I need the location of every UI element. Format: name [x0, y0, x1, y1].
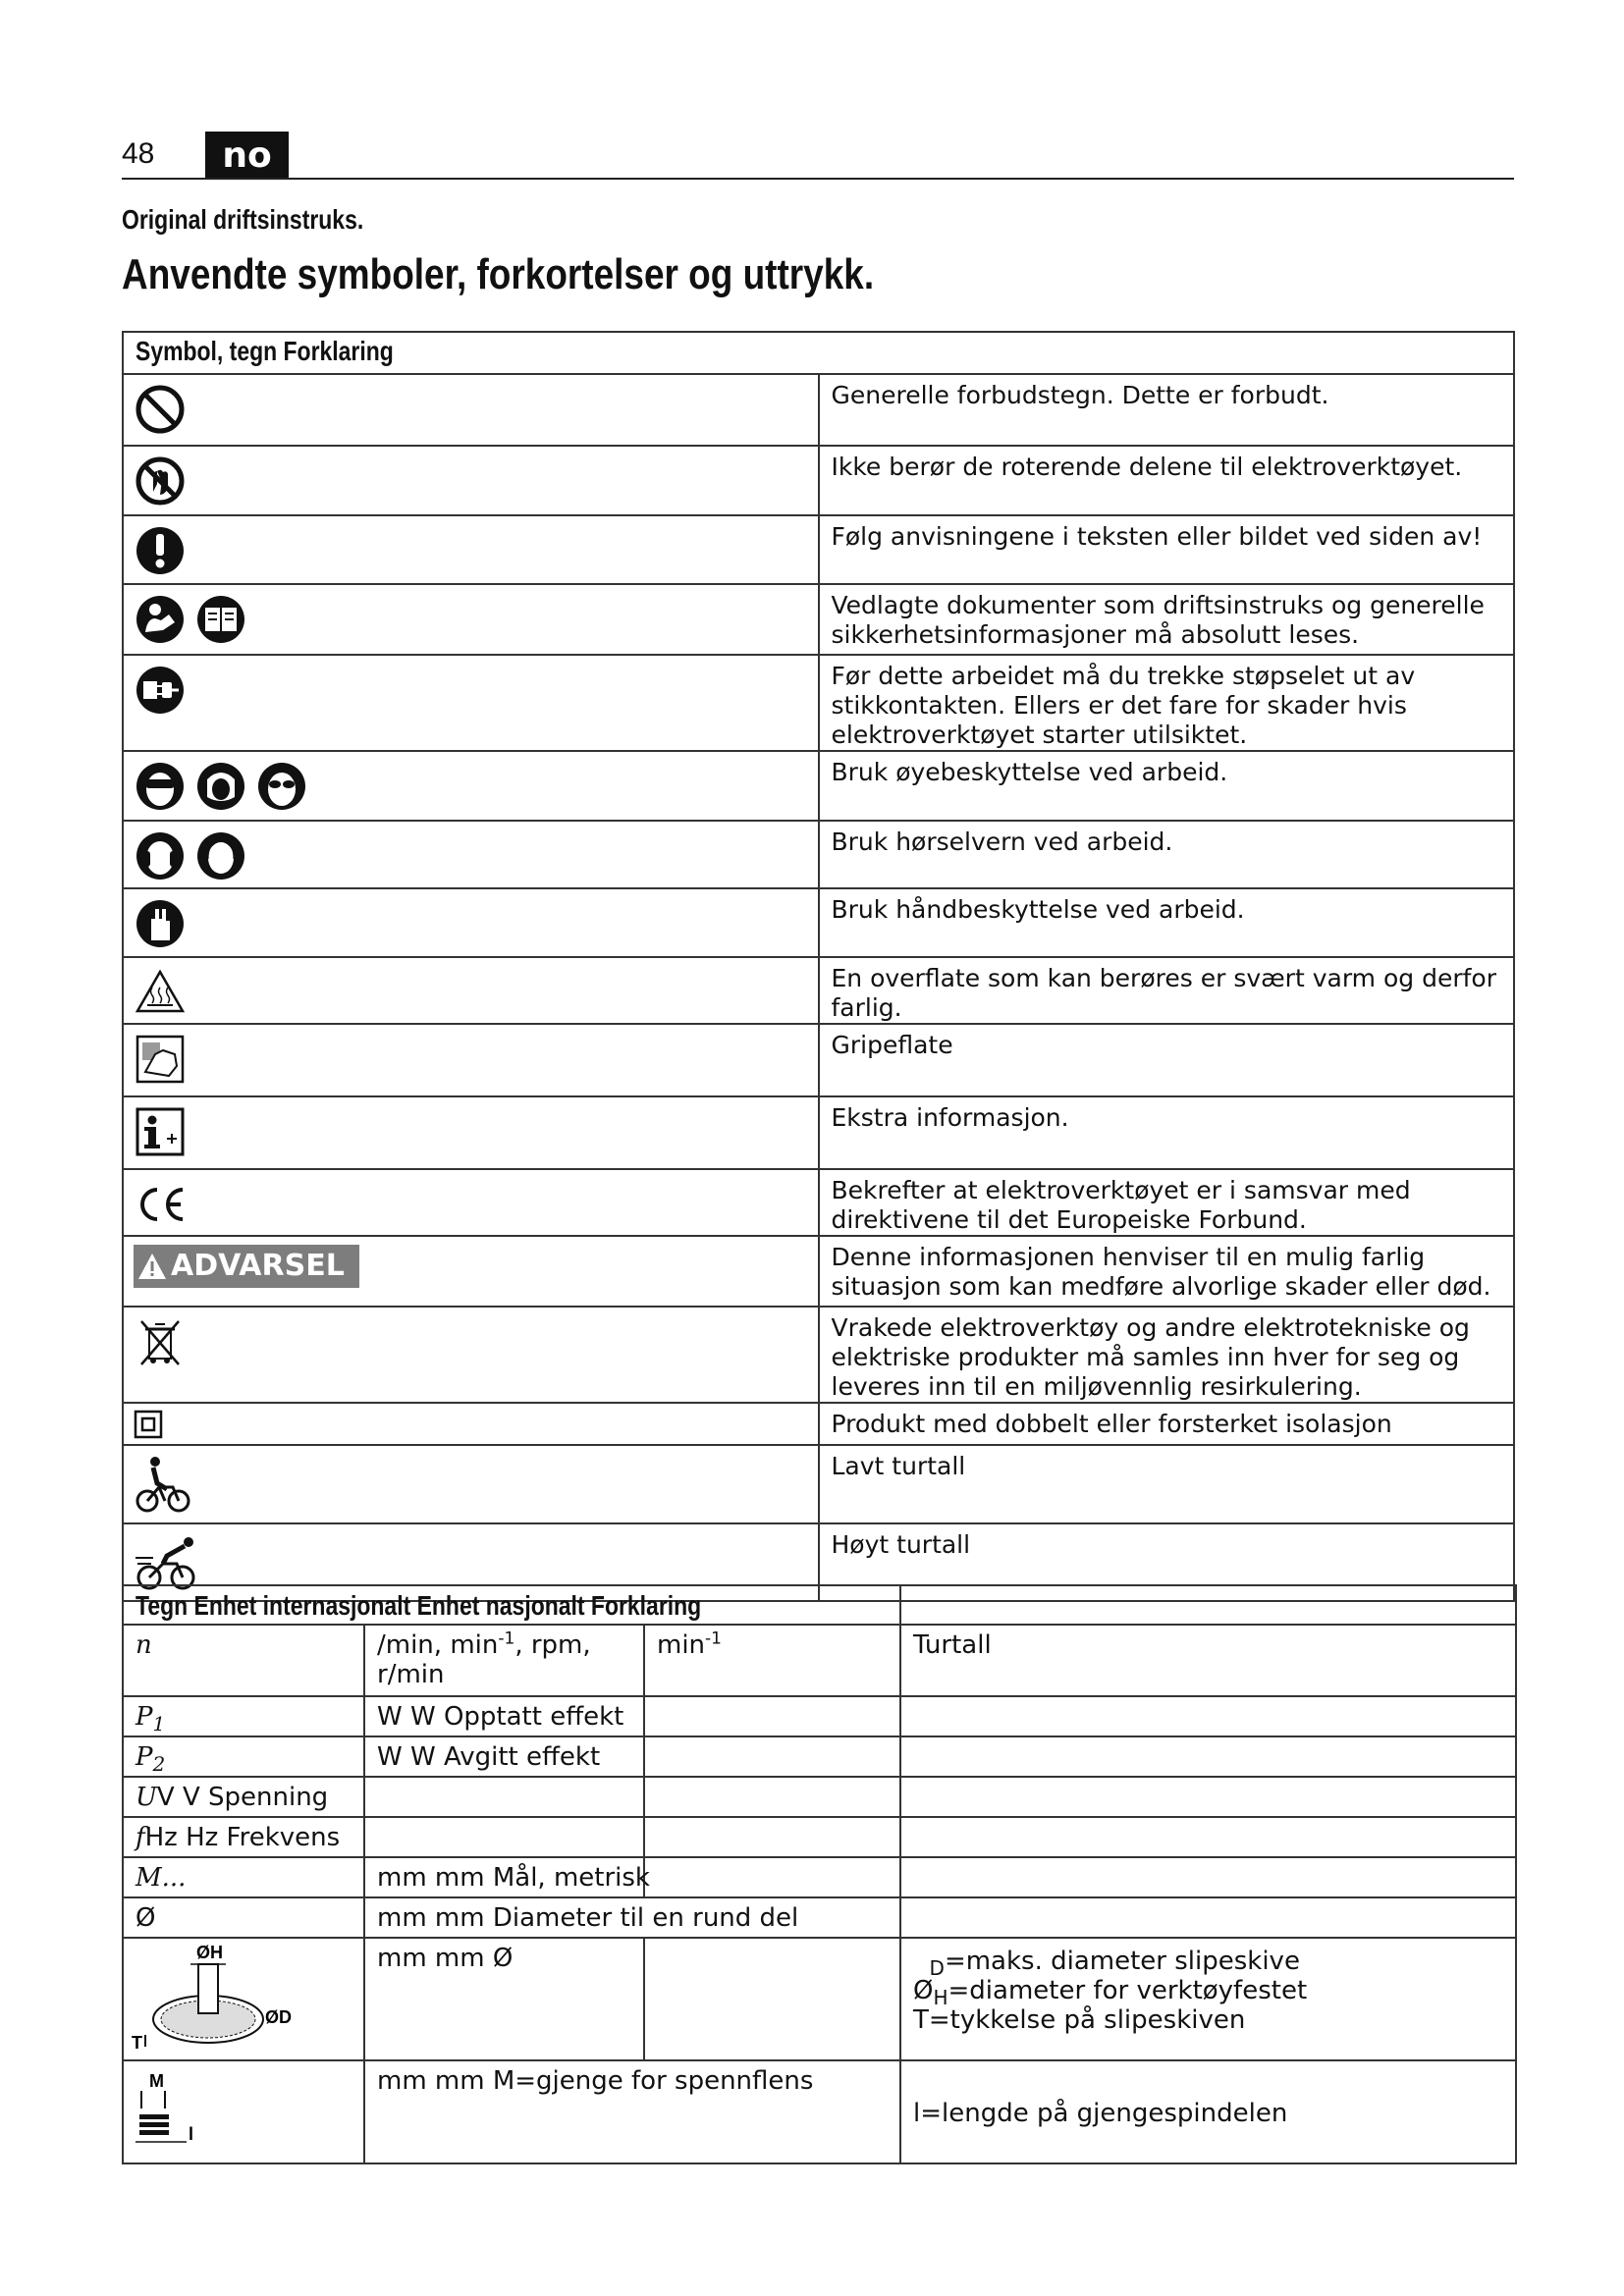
empty-cell [364, 1817, 644, 1857]
symbol-explanation: Før dette arbeidet må du trekke støpselet ut av stikkontakten. Ellers er det fare for skader hvis elektroverktøyet starter utilsiktet. [819, 655, 1515, 751]
symbol-cell [123, 446, 819, 515]
empty-cell [900, 1777, 1516, 1817]
glasses-icon [255, 760, 308, 813]
advarsel-label: ADVARSEL [171, 1249, 345, 1283]
empty-cell [900, 1817, 1516, 1857]
empty-cell [900, 1857, 1516, 1897]
symbol-cell [123, 515, 819, 584]
unit-international: mm mm Ø [364, 1938, 644, 2060]
symbol-cell [123, 1403, 819, 1445]
empty-cell [364, 1777, 644, 1817]
empty-cell [900, 1897, 1516, 1938]
symbol-explanation: Høyt turtall [819, 1523, 1515, 1601]
read-manual-book-icon [194, 593, 247, 646]
symbol-explanation: Denne informasjonen henviser til en mulig farlig situasjon som kan medføre alvorlige skader eller død. [819, 1236, 1515, 1307]
unit-sign: $P_2$ [123, 1736, 364, 1777]
unplug-icon [134, 664, 187, 717]
disc-label-od: ØD [265, 2007, 292, 2027]
glove-icon [134, 897, 187, 950]
doc-subtitle: Original driftsinstruks. [122, 204, 364, 235]
symbols-table [122, 331, 1515, 1602]
symbol-explanation: Bruk håndbeskyttelse ved arbeid. [819, 888, 1515, 957]
symbol-explanation: Ikke berør de roterende delene til elektroverktøyet. [819, 446, 1515, 515]
page-number: 48 [122, 137, 155, 170]
thread-label-l: l [189, 2124, 194, 2144]
hot-surface-icon [134, 966, 187, 1019]
prohibition-icon [134, 383, 187, 436]
exclamation-icon [134, 524, 187, 577]
empty-cell [644, 1736, 900, 1777]
symbol-cell [123, 1024, 819, 1096]
thread-diagram-cell [123, 2060, 364, 2163]
unit-sign: UV V Spenning [123, 1777, 364, 1817]
symbol-explanation: Lavt turtall [819, 1445, 1515, 1523]
slow-bike-icon [134, 1454, 194, 1515]
symbol-explanation: Gripeflate [819, 1024, 1515, 1096]
symbol-cell [123, 374, 819, 446]
symbols-table-header: Symbol, tegn Forklaring [123, 332, 1514, 374]
double-insulation-icon [134, 1410, 163, 1439]
no-touch-rotating-icon [134, 454, 187, 507]
empty-cell [644, 1777, 900, 1817]
unit-sign: Ø [123, 1897, 364, 1938]
language-badge: no [205, 132, 289, 179]
info-icon [134, 1105, 187, 1158]
symbol-cell [123, 1096, 819, 1169]
unit-sign: M... [123, 1857, 364, 1897]
symbol-explanation: Ekstra informasjon. [819, 1096, 1515, 1169]
symbol-explanation: Følg anvisningene i teksten eller bildet ved siden av! [819, 515, 1515, 584]
symbol-cell [123, 584, 819, 655]
symbol-explanation: Produkt med dobbelt eller forsterket isolasjon [819, 1403, 1515, 1445]
disc-label-t: T [132, 2033, 142, 2053]
disc-diagram-cell [123, 1938, 364, 2060]
symbol-cell [123, 655, 819, 751]
symbol-cell [123, 1445, 819, 1523]
symbol-cell [123, 751, 819, 821]
symbol-explanation: Bruk øyebeskyttelse ved arbeid. [819, 751, 1515, 821]
empty-cell [644, 1938, 900, 2060]
empty-cell [900, 1736, 1516, 1777]
symbol-explanation: En overflate som kan berøres er svært varm og derfor farlig. [819, 957, 1515, 1024]
symbol-cell [123, 1169, 819, 1236]
empty-cell [900, 1696, 1516, 1736]
symbol-cell [123, 957, 819, 1024]
symbol-cell [123, 1307, 819, 1403]
read-manual-person-icon [134, 593, 187, 646]
symbol-explanation: Vedlagte dokumenter som driftsinstruks og generelle sikkerhetsinformasjoner må absolutt leses. [819, 584, 1515, 655]
disc-label-oh: ØH [196, 1943, 223, 1962]
unit-explanation: $_D$=maks. diameter slipeskive $Ø_H=diameter$ for verktøyfestet T=tykkelse på slipeskiven [900, 1938, 1516, 2060]
ear-protection-icon [194, 829, 247, 882]
empty-cell [644, 1857, 900, 1897]
unit-national: $\min^{-1}$ [644, 1625, 900, 1696]
symbol-explanation: Vrakede elektroverktøy og andre elektrotekniske og elektriske produkter må samles inn hver for seg og leveres inn til en miljøvennlig resirkulering. [819, 1307, 1515, 1403]
thread-label-m: M [149, 2071, 164, 2091]
unit-explanation: l=lengde på gjengespindelen [900, 2060, 1516, 2163]
page-title: Anvendte symboler, forkortelser og uttrykk. [122, 250, 875, 298]
unit-explanation: Turtall [900, 1625, 1516, 1696]
unit-sign: $P_1$ [123, 1696, 364, 1736]
unit-international: /min, $\min^{-1}$, rpm, r/min [364, 1625, 644, 1696]
empty-cell [644, 1696, 900, 1736]
goggles-icon [134, 760, 187, 813]
ear-protection-icon [134, 829, 187, 882]
symbol-cell [123, 821, 819, 888]
unit-sign: n [123, 1625, 364, 1696]
header-rule [122, 178, 1514, 180]
unit-international: mm mm Diameter til en rund del [364, 1897, 900, 1938]
weee-bin-icon [134, 1315, 187, 1368]
advarsel-label-icon [134, 1245, 359, 1288]
warning-triangle-icon [137, 1252, 167, 1281]
grip-surface-icon [134, 1033, 187, 1086]
empty-cell [900, 1585, 1516, 1625]
symbol-explanation: Generelle forbudstegn. Dette er forbudt. [819, 374, 1515, 446]
thread-spindle-diagram-icon [128, 2065, 226, 2156]
symbol-cell [123, 888, 819, 957]
units-table-header: Tegn Enhet internasjonalt Enhet nasjonalt Forklaring [123, 1585, 900, 1625]
unit-international: mm mm Mål, metrisk [364, 1857, 644, 1897]
symbol-explanation: Bruk hørselvern ved arbeid. [819, 821, 1515, 888]
unit-international: mm mm M=gjenge for spennflens [364, 2060, 900, 2163]
grinding-disc-diagram-icon [128, 1943, 295, 2053]
units-table [122, 1584, 1517, 2164]
unit-sign: fHz Hz Frekvens [123, 1817, 364, 1857]
ce-mark-icon [134, 1178, 187, 1231]
unit-international: W W Avgitt effekt [364, 1736, 644, 1777]
face-shield-icon [194, 760, 247, 813]
unit-international: W W Opptatt effekt [364, 1696, 644, 1736]
empty-cell [644, 1817, 900, 1857]
symbol-explanation: Bekrefter at elektroverktøyet er i samsvar med direktivene til det Europeiske Forbund. [819, 1169, 1515, 1236]
symbol-cell [123, 1236, 819, 1307]
